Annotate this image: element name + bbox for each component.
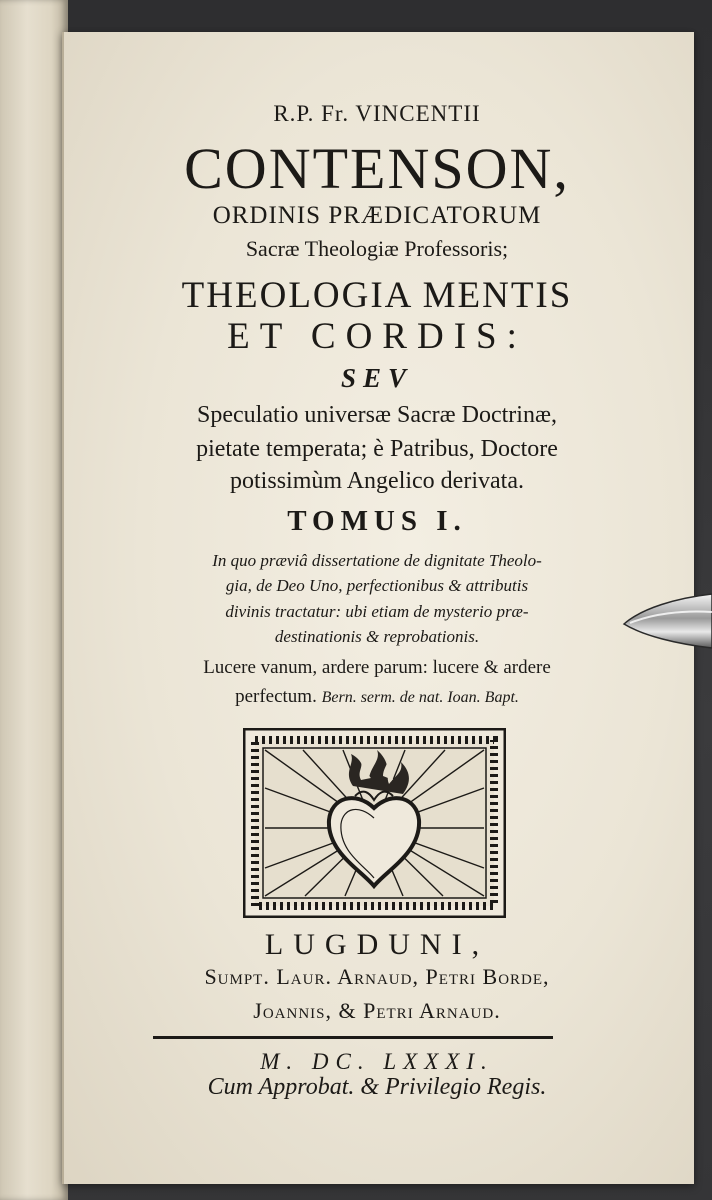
publisher-line-1: Sumpt. Laur. Arnaud, Petri Borde, <box>204 964 550 989</box>
religious-order: ORDINIS PRÆDICATORUM <box>212 202 542 229</box>
motto-line-1: Lucere vanum, ardere parum: lucere & ardere <box>203 657 551 678</box>
contents-line-1: In quo præviâ dissertatione de dignitate Theolo- <box>212 551 542 570</box>
imprint-place: LUGDUNI, <box>264 928 490 961</box>
volume-label: TOMUS I. <box>287 505 467 537</box>
author-prefix: R.P. Fr. VINCENTII <box>273 101 481 126</box>
flaming-heart-woodcut-icon <box>243 728 506 918</box>
contents-line-3: divinis tractatur: ubi etiam de mysterio præ- <box>225 602 529 621</box>
publication-year: M. DC. LXXXI. <box>260 1049 494 1074</box>
book-title-line-1: THEOLOGIA MENTIS <box>181 275 573 316</box>
metal-pointer <box>622 590 712 652</box>
royal-privilege: Cum Approbat. & Privilegio Regis. <box>207 1074 547 1100</box>
motto-source: Bern. serm. de nat. Ioan. Bapt. <box>321 689 519 706</box>
publisher-line-2: Joannis, & Petri Arnaud. <box>253 998 501 1023</box>
imprint-rule <box>153 1036 553 1039</box>
left-page-edge <box>0 0 68 1200</box>
subtitle-line-2: pietate temperata; è Patribus, Doctore <box>196 436 558 462</box>
book-title-line-2: ET CORDIS: <box>227 316 527 357</box>
contents-line-4: destinationis & reprobationis. <box>274 627 480 646</box>
motto-line-2-text: perfectum. <box>235 686 317 707</box>
contents-line-2: gia, de Deo Uno, perfectionibus & attributis <box>225 576 529 595</box>
subtitle-line-1: Speculatio universæ Sacræ Doctrinæ, <box>197 402 557 428</box>
seu-conjunction: SEV <box>340 363 414 393</box>
author-title: Sacræ Theologiæ Professoris; <box>245 236 509 261</box>
motto-line-2 <box>62 687 692 706</box>
subtitle-line-3: potissimùm Angelico derivata. <box>230 468 524 494</box>
author-name: CONTENSON, <box>184 136 570 201</box>
